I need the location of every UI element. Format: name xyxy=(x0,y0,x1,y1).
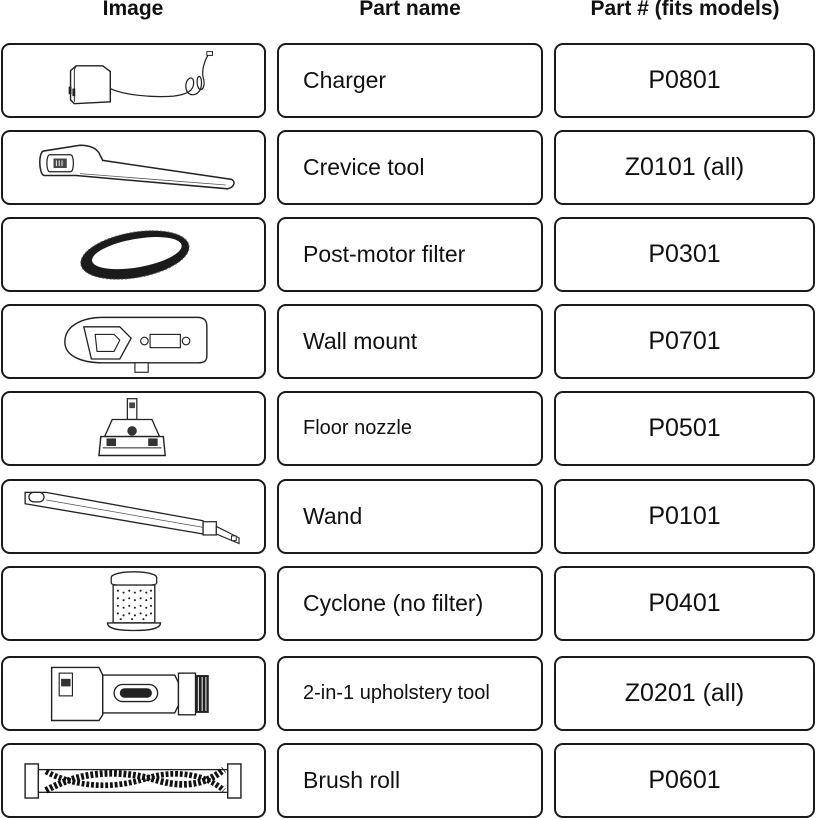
part-name-cell xyxy=(277,743,543,818)
part-number-cell xyxy=(554,391,815,466)
part-number-cell xyxy=(554,656,815,731)
part-name-cell xyxy=(277,391,543,466)
part-name-cell xyxy=(277,217,543,292)
part-name: Crevice tool xyxy=(303,154,425,180)
part-number-cell xyxy=(554,217,815,292)
cyclone-icon xyxy=(3,568,264,639)
part-name: Wall mount xyxy=(303,328,418,354)
header-image: Image xyxy=(102,0,164,20)
part-name-cell xyxy=(277,479,543,554)
part-name: Floor nozzle xyxy=(303,417,412,439)
image-cell xyxy=(1,391,266,466)
part-number-cell xyxy=(554,130,815,205)
part-number: P0101 xyxy=(648,502,721,530)
image-cell xyxy=(1,130,266,205)
wall-mount-icon xyxy=(3,306,264,377)
part-number: P0801 xyxy=(648,66,721,94)
post-motor-filter-icon xyxy=(3,219,264,290)
part-number: P0501 xyxy=(648,414,721,442)
brush-roll-icon xyxy=(3,745,264,816)
part-name-cell xyxy=(277,656,543,731)
image-cell xyxy=(1,743,266,818)
charger-icon xyxy=(3,45,264,116)
image-cell xyxy=(1,304,266,379)
part-number: P0701 xyxy=(648,327,721,355)
floor-nozzle-icon xyxy=(3,393,264,464)
part-name: Charger xyxy=(303,67,387,93)
part-name-cell xyxy=(277,43,543,118)
image-cell xyxy=(1,43,266,118)
upholstery-tool-icon xyxy=(3,658,264,729)
part-number-cell xyxy=(554,743,815,818)
part-name: Post-motor filter xyxy=(303,241,466,267)
part-number: P0601 xyxy=(648,766,721,794)
image-cell xyxy=(1,217,266,292)
part-number: Z0101 (all) xyxy=(624,153,745,181)
part-name: Wand xyxy=(303,503,363,529)
wand-icon xyxy=(3,481,264,552)
part-number-cell xyxy=(554,479,815,554)
image-cell xyxy=(1,656,266,731)
image-cell xyxy=(1,566,266,641)
part-name-cell xyxy=(277,304,543,379)
part-name-cell xyxy=(277,566,543,641)
part-number-cell xyxy=(554,43,815,118)
header-part-name: Part name xyxy=(359,0,461,20)
part-name-cell xyxy=(277,130,543,205)
part-name: Cyclone (no filter) xyxy=(303,590,484,616)
crevice-tool-icon xyxy=(3,132,264,203)
part-name: Brush roll xyxy=(303,767,401,793)
part-number: P0301 xyxy=(648,240,721,268)
part-number: Z0201 (all) xyxy=(624,679,745,707)
image-cell xyxy=(1,479,266,554)
part-number: P0401 xyxy=(648,589,721,617)
part-number-cell xyxy=(554,566,815,641)
header-part-number: Part # (fits models) xyxy=(590,0,780,20)
part-number-cell xyxy=(554,304,815,379)
part-name: 2-in-1 upholstery tool xyxy=(303,682,490,704)
